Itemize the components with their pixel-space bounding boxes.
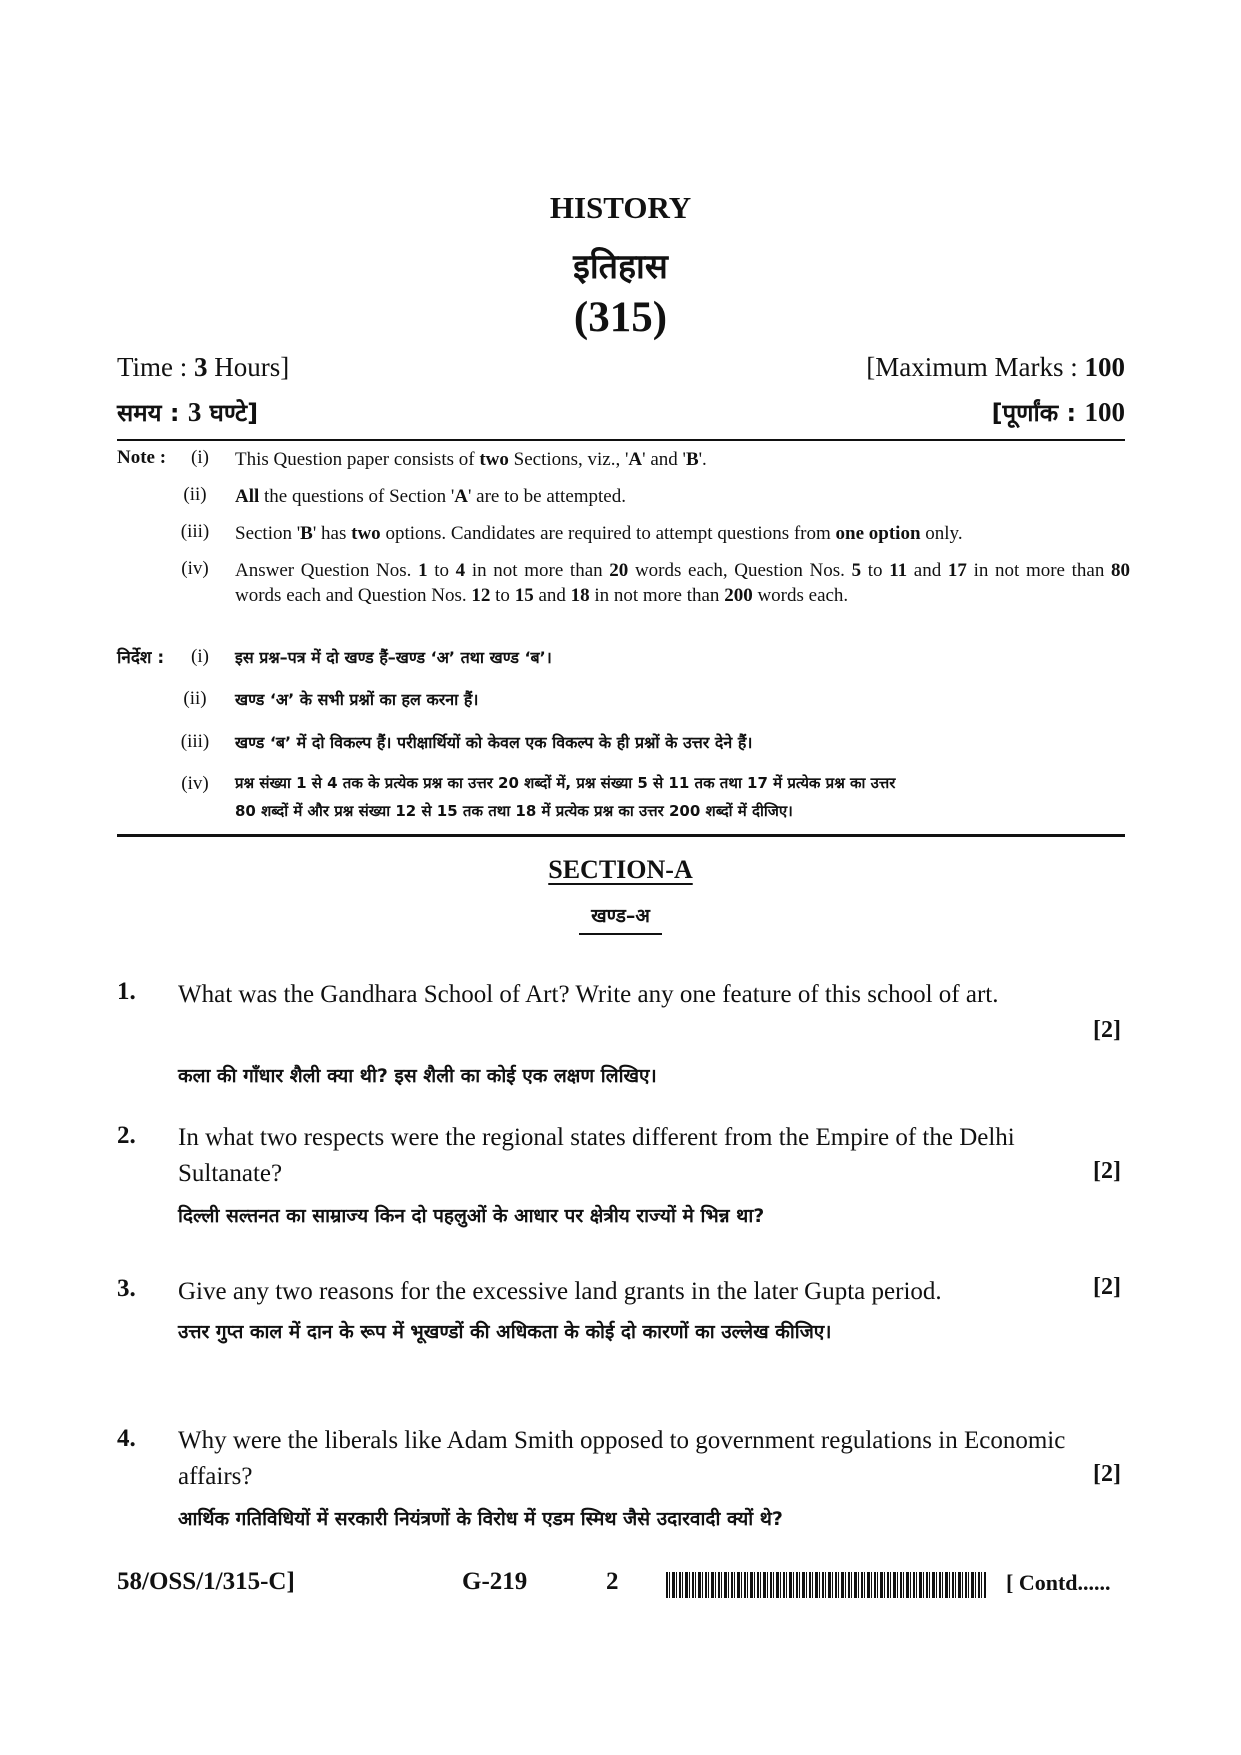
- question-number: 4.: [117, 1425, 136, 1452]
- note-item-english: Answer Question Nos. 1 to 4 in not more than 20 words each, Question Nos. 5 to 11 and 17 in not more than 80 words each and Question Nos. 12 to 15 and 18 in not more than 200 words each.: [235, 560, 1131, 606]
- note-item-english: This Question paper consists of two Sections, viz., 'A' and 'B'.: [235, 449, 707, 470]
- header-divider: [117, 439, 1125, 441]
- note-index: (iii): [180, 731, 210, 752]
- question-text: Give any two reasons for the excessive land grants in the later Gupta period.: [178, 1278, 942, 1305]
- note-item-hindi: खण्ड ‘ब’ में दो विकल्प हैं। परीक्षार्थियों को केवल एक विकल्प के ही प्रश्नों के उत्तर देने हैं।: [235, 733, 753, 752]
- section-title-english: SECTION-A: [548, 855, 693, 884]
- question-marks: [2]: [1093, 1158, 1121, 1184]
- note-index: (ii): [183, 484, 207, 505]
- note-index: (ii): [183, 688, 207, 709]
- section-title-hindi: खण्ड–अ: [0, 902, 1241, 928]
- question-text-hindi: उत्तर गुप्त काल में दान के रूप में भूखण्डों की अधिकता के कोई दो कारणों का उल्लेख कीजिए।: [178, 1321, 832, 1343]
- barcode: [666, 1572, 986, 1598]
- question-text-hindi: आर्थिक गतिविधियों में सरकारी नियंत्रणों के विरोध में एडम स्मिथ जैसे उदारवादी क्यों थे?: [178, 1508, 783, 1530]
- note-label-english: Note :: [117, 447, 167, 468]
- notes-divider: [117, 834, 1125, 837]
- max-marks-english: [Maximum Marks : 100: [866, 352, 1125, 382]
- note-label-hindi: निर्देश :: [117, 648, 165, 668]
- time-english: Time : 3 Hours]: [117, 352, 290, 382]
- question-text: In what two respects were the regional states different from the Empire of the Delhi Sultanate?: [178, 1124, 1015, 1187]
- subject-title-hindi: इतिहास: [573, 247, 668, 287]
- paper-code: 58/OSS/1/315-C]: [117, 1568, 295, 1595]
- question-text: What was the Gandhara School of Art? Write any one feature of this school of art.: [178, 981, 999, 1008]
- note-index: (iv): [181, 773, 209, 794]
- note-index: (i): [191, 447, 209, 468]
- note-index: (iv): [181, 558, 209, 579]
- time-marks-hindi: [117, 396, 1125, 429]
- series-code: G-219: [462, 1568, 528, 1595]
- question-text: Why were the liberals like Adam Smith opposed to government regulations in Economic affairs?: [178, 1427, 1066, 1490]
- note-index: (iii): [180, 521, 210, 542]
- note-item-hindi: इस प्रश्न–पत्र में दो खण्ड हैं–खण्ड ‘अ’ तथा खण्ड ‘ब’।: [235, 648, 552, 667]
- note-index: (i): [191, 646, 209, 667]
- note-item-hindi: खण्ड ‘अ’ के सभी प्रश्नों का हल करना हैं।: [235, 690, 479, 709]
- question-marks: [2]: [1093, 1017, 1121, 1043]
- note-item-english: Section 'B' has two options. Candidates are required to attempt questions from one option only.: [235, 523, 963, 544]
- max-marks-hindi: [पूर्णांक : 100: [991, 397, 1125, 427]
- question-number: 3.: [117, 1275, 136, 1302]
- note-item-hindi-line1: प्रश्न संख्या 1 से 4 तक के प्रत्येक प्रश्न का उत्तर 20 शब्दों में, प्रश्न संख्या 5 से 11 तक तथा 17 में प्रत्येक प्रश्न का उत्तर: [235, 774, 896, 792]
- note-item-hindi-line2: 80 शब्दों में और प्रश्न संख्या 12 से 15 तक तथा 18 में प्रत्येक प्रश्न का उत्तर 200 शब्दों में दीजिए।: [235, 802, 793, 820]
- question-text-hindi: कला की गाँधार शैली क्या थी? इस शैली का कोई एक लक्षण लिखिए।: [178, 1065, 657, 1087]
- question-number: 1.: [117, 978, 136, 1005]
- question-number: 2.: [117, 1122, 136, 1149]
- continued-label: [ Contd......: [1006, 1570, 1111, 1595]
- time-hindi: समय : 3 घण्टे]: [117, 397, 259, 427]
- note-item-english: All the questions of Section 'A' are to be attempted.: [235, 486, 626, 507]
- question-text-hindi: दिल्ली सल्तनत का साम्राज्य किन दो पहलुओं के आधार पर क्षेत्रीय राज्यों मे भिन्न था?: [178, 1205, 765, 1227]
- question-marks: [2]: [1093, 1461, 1121, 1487]
- subject-title-english: HISTORY: [549, 190, 692, 225]
- question-marks: [2]: [1093, 1274, 1121, 1300]
- page-number: 2: [606, 1568, 619, 1595]
- subject-code: (315): [573, 294, 668, 341]
- time-marks-english: [117, 352, 1125, 383]
